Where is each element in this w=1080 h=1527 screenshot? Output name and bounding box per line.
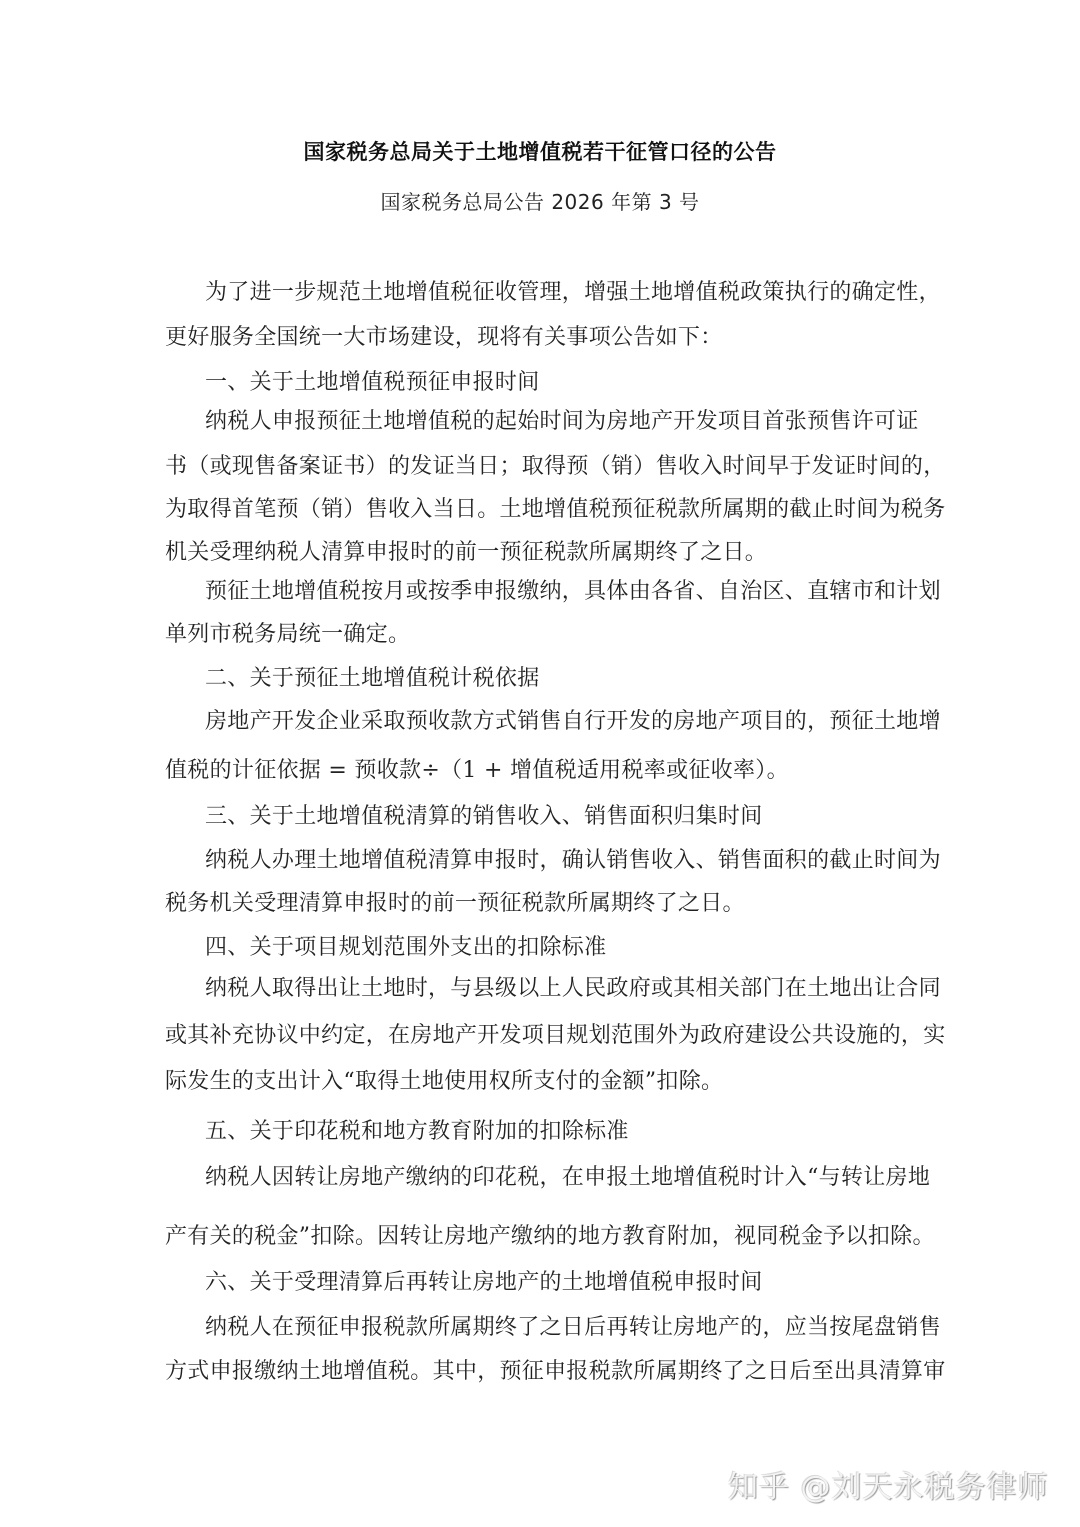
paragraph-line: 纳税人因转让房地产缴纳的印花税，在申报土地增值税时计入“与转让房地 bbox=[205, 1165, 931, 1190]
paragraph-line: 或其补充协议中约定，在房地产开发项目规划范围外为政府建设公共设施的，实 bbox=[165, 1023, 946, 1048]
paragraph-line: 六、关于受理清算后再转让房地产的土地增值税申报时间 bbox=[205, 1270, 763, 1295]
paragraph-line: 房地产开发企业采取预收款方式销售自行开发的房地产项目的，预征土地增 bbox=[205, 709, 941, 734]
paragraph-line: 产有关的税金”扣除。因转让房地产缴纳的地方教育附加，视同税金予以扣除。 bbox=[165, 1224, 935, 1249]
paragraph-line: 四、关于项目规划范围外支出的扣除标准 bbox=[205, 935, 607, 960]
paragraph-line: 纳税人取得出让土地时，与县级以上人民政府或其相关部门在土地出让合同 bbox=[205, 976, 941, 1001]
document-title: 国家税务总局关于土地增值税若干征管口径的公告 bbox=[303, 140, 777, 164]
paragraph-line: 为取得首笔预（销）售收入当日。土地增值税预征税款所属期的截止时间为税务 bbox=[165, 497, 946, 522]
paragraph-line: 五、关于印花税和地方教育附加的扣除标准 bbox=[205, 1119, 629, 1144]
paragraph-line: 预征土地增值税按月或按季申报缴纳，具体由各省、自治区、直辖市和计划 bbox=[205, 579, 941, 604]
paragraph-line: 单列市税务局统一确定。 bbox=[165, 622, 411, 647]
paragraph-line: 纳税人办理土地增值税清算申报时，确认销售收入、销售面积的截止时间为 bbox=[205, 848, 941, 873]
paragraph-line: 方式申报缴纳土地增值税。其中，预征申报税款所属期终了之日后至出具清算审 bbox=[165, 1359, 946, 1384]
paragraph-line: 更好服务全国统一大市场建设，现将有关事项公告如下： bbox=[165, 325, 723, 350]
paragraph-line: 二、关于预征土地增值税计税依据 bbox=[205, 666, 540, 691]
paragraph-line: 为了进一步规范土地增值税征收管理，增强土地增值税政策执行的确定性， bbox=[205, 280, 941, 305]
paragraph-line: 纳税人申报预征土地增值税的起始时间为房地产开发项目首张预售许可证 bbox=[205, 409, 919, 434]
paragraph-line: 纳税人在预征申报税款所属期终了之日后再转让房地产的，应当按尾盘销售 bbox=[205, 1315, 941, 1340]
paragraph-line: 税务机关受理清算申报时的前一预征税款所属期终了之日。 bbox=[165, 891, 745, 916]
paragraph-line: 三、关于土地增值税清算的销售收入、销售面积归集时间 bbox=[205, 804, 763, 829]
paragraph-line: 一、关于土地增值税预征申报时间 bbox=[205, 370, 540, 395]
watermark: 知乎 @刘天永税务律师 bbox=[728, 1470, 1049, 1505]
paragraph-line: 书（或现售备案证书）的发证当日；取得预（销）售收入时间早于发证时间的， bbox=[165, 454, 946, 479]
document-number: 国家税务总局公告 2026 年第 3 号 bbox=[380, 190, 700, 214]
paragraph-line: 值税的计征依据 = 预收款÷（1 + 增值税适用税率或征收率）。 bbox=[165, 758, 789, 783]
paragraph-line: 际发生的支出计入“取得土地使用权所支付的金额”扣除。 bbox=[165, 1069, 724, 1094]
paragraph-line: 机关受理纳税人清算申报时的前一预征税款所属期终了之日。 bbox=[165, 540, 768, 565]
